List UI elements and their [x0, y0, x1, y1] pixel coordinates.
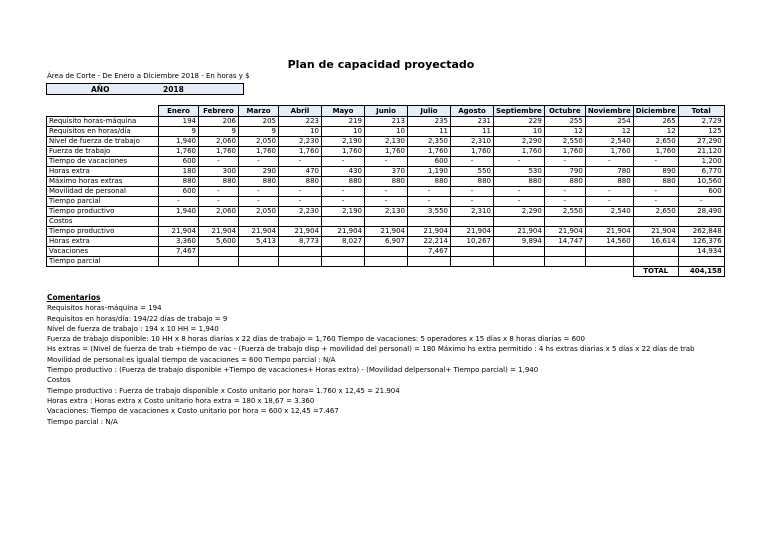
- table-cell: 219: [322, 117, 365, 127]
- table-cell: 254: [585, 117, 633, 127]
- table-cell: [585, 217, 633, 227]
- table-cell: [365, 257, 408, 267]
- table-cell: [678, 217, 724, 227]
- table-cell: 1,760: [544, 147, 585, 157]
- table-cell: 262,848: [678, 227, 724, 237]
- table-cell: 2,650: [633, 137, 678, 147]
- year-box: [46, 83, 244, 95]
- table-row: [47, 137, 725, 147]
- comments-list: [47, 303, 727, 427]
- table-cell: [159, 217, 199, 227]
- table-cell: 2,230: [279, 137, 322, 147]
- table-cell: 2,060: [199, 137, 239, 147]
- table-cell: 213: [365, 117, 408, 127]
- table-cell: 223: [279, 117, 322, 127]
- table-cell: 880: [544, 177, 585, 187]
- comment-line: Hs extras = (Nivel de fuerza de trab +tiempo de vac - (Fuerza de trabajo disp + movilidad del personal) = 180 Máximo hs extra permitido : 4 hs extras diarias x 5 días x 22 días de trab: [47, 345, 695, 354]
- table-row: [47, 187, 725, 197]
- column-header: Enero: [159, 106, 199, 117]
- table-cell: 21,904: [494, 227, 545, 237]
- year-label: AÑO: [91, 85, 110, 94]
- table-cell: 21,904: [365, 227, 408, 237]
- table-cell: 290: [239, 167, 279, 177]
- table-cell: 206: [199, 117, 239, 127]
- table-cell: 300: [199, 167, 239, 177]
- table-cell: [322, 217, 365, 227]
- column-header: Abril: [279, 106, 322, 117]
- table-cell: [408, 257, 451, 267]
- column-header: Diciembre: [633, 106, 678, 117]
- table-cell: 10: [322, 127, 365, 137]
- table-cell: -: [451, 157, 494, 167]
- table-cell: 880: [494, 177, 545, 187]
- table-row: [47, 197, 725, 207]
- table-header-row: [47, 106, 725, 117]
- table-cell: 780: [585, 167, 633, 177]
- table-cell: 1,760: [199, 147, 239, 157]
- row-label: Tiempo productivo: [47, 207, 159, 217]
- table-cell: [678, 257, 724, 267]
- header-blank-cell: [47, 106, 159, 117]
- table-cell: [199, 257, 239, 267]
- table-cell: [451, 257, 494, 267]
- table-row: [47, 117, 725, 127]
- table-cell: -: [365, 157, 408, 167]
- table-cell: [544, 257, 585, 267]
- table-row: [47, 217, 725, 227]
- comments-heading: Comentarios: [47, 293, 101, 302]
- table-cell: [239, 217, 279, 227]
- table-cell: [633, 217, 678, 227]
- table-cell: [159, 257, 199, 267]
- table-cell: 255: [544, 117, 585, 127]
- table-cell: [322, 257, 365, 267]
- table-cell: 7,467: [408, 247, 451, 257]
- table-cell: 22,214: [408, 237, 451, 247]
- table-cell: 2,290: [494, 207, 545, 217]
- table-cell: 6,770: [678, 167, 724, 177]
- table-cell: -: [279, 197, 322, 207]
- comment-line: Vacaciones: Tiempo de vacaciones x Costo unitario por hora = 600 x 12,45 =7.467: [47, 407, 339, 416]
- table-row: [47, 237, 725, 247]
- table-cell: 1,940: [159, 207, 199, 217]
- table-cell: 550: [451, 167, 494, 177]
- table-cell: -: [365, 187, 408, 197]
- comment-line: Requisitos en horas/día: 194/22 días de trabajo = 9: [47, 314, 228, 323]
- table-cell: 9,894: [494, 237, 545, 247]
- column-header: Mayo: [322, 106, 365, 117]
- table-cell: 125: [678, 127, 724, 137]
- comment-line: Nivel de fuerza de trabajo : 194 x 10 HH = 1,940: [47, 324, 219, 333]
- table-cell: 21,120: [678, 147, 724, 157]
- table-cell: 180: [159, 167, 199, 177]
- comment-line: Horas extra : Horas extra x Costo unitario hora extra = 180 x 18,67 = 3.360: [47, 396, 315, 405]
- table-cell: 880: [239, 177, 279, 187]
- table-cell: 2,230: [279, 207, 322, 217]
- table-cell: 9: [159, 127, 199, 137]
- table-cell: 10: [494, 127, 545, 137]
- table-cell: 1,760: [585, 147, 633, 157]
- comment-line: Costos: [47, 376, 71, 385]
- table-cell: 530: [494, 167, 545, 177]
- column-header: Agosto: [451, 106, 494, 117]
- table-cell: 2,050: [239, 207, 279, 217]
- table-row: [47, 207, 725, 217]
- table-cell: 2,550: [544, 207, 585, 217]
- table-cell: -: [408, 187, 451, 197]
- table-cell: [279, 257, 322, 267]
- row-label: Tiempo parcial: [47, 197, 159, 207]
- table-cell: 2,650: [633, 207, 678, 217]
- table-row: [47, 127, 725, 137]
- table-cell: 10: [365, 127, 408, 137]
- table-cell: -: [451, 187, 494, 197]
- table-cell: 265: [633, 117, 678, 127]
- total-value: 404,158: [678, 267, 724, 277]
- table-cell: 10,267: [451, 237, 494, 247]
- total-label: TOTAL: [633, 267, 678, 277]
- table-cell: 370: [365, 167, 408, 177]
- table-row: [47, 157, 725, 167]
- table-cell: -: [199, 187, 239, 197]
- table-cell: 21,904: [544, 227, 585, 237]
- table-cell: [494, 257, 545, 267]
- table-cell: [322, 247, 365, 257]
- table-row: [47, 227, 725, 237]
- column-header: Marzo: [239, 106, 279, 117]
- table-cell: -: [279, 187, 322, 197]
- row-label: Tiempo de vacaciones: [47, 157, 159, 167]
- table-cell: -: [544, 187, 585, 197]
- table-cell: [451, 247, 494, 257]
- column-header: Septiembre: [494, 106, 545, 117]
- table-cell: [494, 247, 545, 257]
- table-cell: 2,130: [365, 207, 408, 217]
- table-cell: -: [199, 197, 239, 207]
- table-cell: 2,290: [494, 137, 545, 147]
- table-cell: 14,747: [544, 237, 585, 247]
- table-cell: 1,760: [239, 147, 279, 157]
- row-label: Tiempo parcial: [47, 257, 159, 267]
- column-header: Julio: [408, 106, 451, 117]
- table-cell: 1,190: [408, 167, 451, 177]
- table-cell: 600: [159, 157, 199, 167]
- table-cell: 21,904: [199, 227, 239, 237]
- comments-section: [47, 293, 727, 427]
- table-cell: 231: [451, 117, 494, 127]
- row-label: Requisito horas-máquina: [47, 117, 159, 127]
- row-label: Nivel de fuerza de trabajo: [47, 137, 159, 147]
- table-cell: 890: [633, 167, 678, 177]
- table-cell: 2,050: [239, 137, 279, 147]
- table-cell: 1,200: [678, 157, 724, 167]
- row-label: Horas extra: [47, 237, 159, 247]
- table-cell: 7,467: [159, 247, 199, 257]
- table-cell: 1,760: [365, 147, 408, 157]
- table-cell: -: [494, 157, 545, 167]
- table-cell: 229: [494, 117, 545, 127]
- table-cell: [633, 257, 678, 267]
- table-cell: -: [585, 187, 633, 197]
- table-cell: 880: [159, 177, 199, 187]
- table-cell: 28,490: [678, 207, 724, 217]
- table-cell: [408, 217, 451, 227]
- table-cell: 14,934: [678, 247, 724, 257]
- table-cell: -: [633, 197, 678, 207]
- column-header: Noviembre: [585, 106, 633, 117]
- row-label: Tiempo productivo: [47, 227, 159, 237]
- table-cell: 2,310: [451, 137, 494, 147]
- table-cell: -: [494, 187, 545, 197]
- row-label: Movilidad de personal: [47, 187, 159, 197]
- table-cell: -: [408, 197, 451, 207]
- comment-line: Requisitos horas-máquina = 194: [47, 304, 162, 313]
- table-cell: [633, 247, 678, 257]
- table-cell: 2,310: [451, 207, 494, 217]
- table-cell: 880: [451, 177, 494, 187]
- table-cell: [279, 247, 322, 257]
- table-cell: 21,904: [322, 227, 365, 237]
- table-cell: -: [322, 157, 365, 167]
- table-cell: 430: [322, 167, 365, 177]
- row-label: Vacaciones: [47, 247, 159, 257]
- table-cell: 880: [585, 177, 633, 187]
- row-label: Horas extra: [47, 167, 159, 177]
- table-cell: 600: [678, 187, 724, 197]
- table-cell: -: [322, 197, 365, 207]
- table-cell: 12: [585, 127, 633, 137]
- table-cell: 21,904: [159, 227, 199, 237]
- table-cell: 9: [239, 127, 279, 137]
- table-cell: 11: [408, 127, 451, 137]
- table-cell: 1,760: [279, 147, 322, 157]
- table-cell: -: [239, 157, 279, 167]
- column-header: Junio: [365, 106, 408, 117]
- table-cell: [544, 247, 585, 257]
- table-cell: 1,760: [451, 147, 494, 157]
- table-cell: 1,940: [159, 137, 199, 147]
- table-cell: 21,904: [585, 227, 633, 237]
- table-cell: 880: [279, 177, 322, 187]
- table-cell: -: [544, 157, 585, 167]
- table-cell: 10,560: [678, 177, 724, 187]
- table-row: [47, 247, 725, 257]
- table-cell: 880: [322, 177, 365, 187]
- row-label: Costos: [47, 217, 159, 227]
- table-cell: [365, 247, 408, 257]
- table-cell: 12: [633, 127, 678, 137]
- table-cell: 8,027: [322, 237, 365, 247]
- table-cell: 12: [544, 127, 585, 137]
- column-header: Octubre: [544, 106, 585, 117]
- table-cell: [199, 217, 239, 227]
- table-cell: 790: [544, 167, 585, 177]
- table-row: [47, 257, 725, 267]
- table-cell: -: [678, 197, 724, 207]
- table-cell: 5,413: [239, 237, 279, 247]
- table-cell: 2,130: [365, 137, 408, 147]
- comment-line: Fuerza de trabajo disponible: 10 HH x 8 horas diarias x 22 días de trabajo = 1,760 Tiempo de vacaciones: 5 operadores x 15 días x 8 horas diarias = 600: [47, 335, 585, 344]
- table-cell: [239, 257, 279, 267]
- table-cell: 235: [408, 117, 451, 127]
- table-cell: 5,600: [199, 237, 239, 247]
- document-title: Plan de capacidad proyectado: [287, 58, 475, 71]
- table-cell: 1,760: [408, 147, 451, 157]
- capacity-plan-table: [46, 105, 725, 277]
- table-cell: 205: [239, 117, 279, 127]
- table-cell: 880: [633, 177, 678, 187]
- table-cell: 2,540: [585, 137, 633, 147]
- table-cell: 880: [408, 177, 451, 187]
- table-cell: [365, 217, 408, 227]
- table-cell: 21,904: [239, 227, 279, 237]
- table-cell: 2,729: [678, 117, 724, 127]
- table-cell: 880: [199, 177, 239, 187]
- table-cell: 1,760: [322, 147, 365, 157]
- table-cell: 2,190: [322, 137, 365, 147]
- table-row: [47, 177, 725, 187]
- table-cell: 1,760: [633, 147, 678, 157]
- table-cell: 470: [279, 167, 322, 177]
- table-cell: -: [239, 187, 279, 197]
- table-cell: -: [159, 197, 199, 207]
- table-cell: 1,760: [494, 147, 545, 157]
- table-cell: -: [544, 197, 585, 207]
- table-cell: 16,614: [633, 237, 678, 247]
- table-cell: 21,904: [279, 227, 322, 237]
- table-cell: -: [365, 197, 408, 207]
- table-cell: 14,560: [585, 237, 633, 247]
- table-cell: 10: [279, 127, 322, 137]
- table-cell: -: [279, 157, 322, 167]
- table-cell: [451, 217, 494, 227]
- table-cell: 2,060: [199, 207, 239, 217]
- table-cell: -: [633, 157, 678, 167]
- total-row: [47, 267, 725, 277]
- table-cell: 126,376: [678, 237, 724, 247]
- table-cell: -: [585, 157, 633, 167]
- table-cell: [544, 217, 585, 227]
- table-cell: 6,907: [365, 237, 408, 247]
- row-label: Fuerza de trabajo: [47, 147, 159, 157]
- table-cell: 21,904: [408, 227, 451, 237]
- year-value: 2018: [163, 85, 184, 94]
- total-spacer: [47, 267, 634, 277]
- table-cell: [199, 247, 239, 257]
- table-cell: 194: [159, 117, 199, 127]
- table-cell: 9: [199, 127, 239, 137]
- table-cell: 2,190: [322, 207, 365, 217]
- table-row: [47, 147, 725, 157]
- table-cell: -: [494, 197, 545, 207]
- table-cell: -: [322, 187, 365, 197]
- table-cell: 21,904: [633, 227, 678, 237]
- table-cell: 2,540: [585, 207, 633, 217]
- table-cell: [279, 217, 322, 227]
- table-cell: 2,350: [408, 137, 451, 147]
- table-cell: -: [199, 157, 239, 167]
- table-cell: [585, 257, 633, 267]
- comment-line: Tiempo productivo : Fuerza de trabajo disponible x Costo unitario por hora= 1.760 x 12,45 = 21.904: [47, 386, 400, 395]
- table-cell: 3,360: [159, 237, 199, 247]
- column-header: Febrero: [199, 106, 239, 117]
- table-cell: 2,550: [544, 137, 585, 147]
- table-cell: -: [451, 197, 494, 207]
- table-cell: -: [585, 197, 633, 207]
- row-label: Máximo horas extras: [47, 177, 159, 187]
- table-cell: 880: [365, 177, 408, 187]
- table-cell: [494, 217, 545, 227]
- table-cell: 3,550: [408, 207, 451, 217]
- table-cell: 600: [408, 157, 451, 167]
- comment-line: Movilidad de personal:es igualal tiempo de vacaciones = 600 Tiempo parcial : N/A: [47, 355, 336, 364]
- table-cell: 21,904: [451, 227, 494, 237]
- table-cell: [239, 247, 279, 257]
- column-header: Total: [678, 106, 724, 117]
- table-row: [47, 167, 725, 177]
- row-label: Requisitos en horas/día: [47, 127, 159, 137]
- table-cell: -: [239, 197, 279, 207]
- document-subtitle: Área de Corte - De Enero a Diciembre 2018 - En horas y $: [47, 72, 250, 80]
- table-cell: 1,760: [159, 147, 199, 157]
- table-cell: [585, 247, 633, 257]
- comment-line: Tiempo parcial : N/A: [47, 417, 118, 426]
- table-cell: 600: [159, 187, 199, 197]
- table-cell: -: [633, 187, 678, 197]
- table-cell: 8,773: [279, 237, 322, 247]
- table-cell: 27,290: [678, 137, 724, 147]
- comment-line: Tiempo productivo : (Fuerza de trabajo disponible +Tiempo de vacaciones+ Horas extra) - (Movilidad delpersonal+ Tiempo parcial) = 1,940: [47, 366, 539, 375]
- table-cell: 11: [451, 127, 494, 137]
